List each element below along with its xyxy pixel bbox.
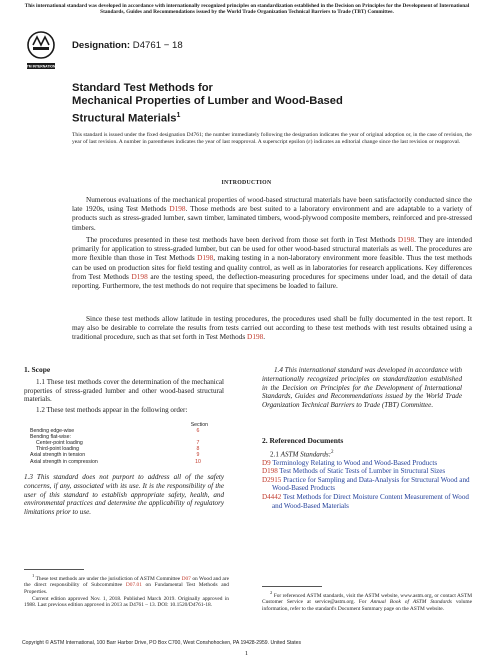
ref-sub-number: 2.1 [270,449,281,458]
scope-1-2: 1.2 These test methods appear in the following order: [36,406,188,415]
footnote-1-text-a: These test methods are under the jurisdiction of ASTM Committee [34,575,182,582]
footnote-2-text-b: volume information, refer to the standard's Document Summary page on the ASTM website. [262,599,472,612]
ref-link-d198[interactable]: D198 [169,204,186,214]
astm-logo [24,30,58,74]
reference-code[interactable]: D9 [262,458,271,467]
reference-list [262,459,472,511]
table-row-label: Center-point loading [36,440,83,447]
ref-sub-title: ASTM Standards: [280,449,332,458]
footnote-2-book-title: Annual Book of ASTM Standards [370,599,452,606]
intro-paragraph-3 [72,314,472,342]
reference-code[interactable]: D198 [262,467,278,476]
section-table [30,422,210,465]
table-rows [30,428,210,465]
intro-p3-text-b: . [263,332,266,342]
copyright-line: Copyright © ASTM International, 100 Barr Harbor Drive, PO Box C700, West Conshohocken, PA 19428-2959. United States [22,640,302,646]
designation [72,40,183,51]
table-row-label: Axial strength in tension [30,452,86,459]
footnote-1-edition: Current edition approved Nov. 1, 2018. Published March 2019. Originally approved in 1988. Last previous edition approved in 2013 as D4761 – 13. DOI: 10.1520/D4761-18. [24,595,229,609]
reference-item [262,493,472,510]
footnote-1-jurisdiction [24,573,229,596]
intro-paragraph-2 [72,235,472,290]
logo-wordmark: ASTM INTERNATIONAL [22,64,60,69]
astm-standards-label [262,449,472,459]
footnote-rule-right [262,586,322,587]
table-row-section[interactable]: 6 [196,428,200,435]
intro-p2-text-c: , making testing in a non-laboratory environment more feasible. Thus the test methods can be used on production sites for field testing and quality control, as well as in laboratories for research applications. Key differences from Test Methods [72,253,472,281]
references-heading: 2. Referenced Documents [262,436,344,445]
reference-code[interactable]: D4442 [262,492,282,501]
footnote-1-text-b: on Wood and are the direct responsibility of Subcommittee [24,575,229,589]
reference-item [262,476,472,493]
table-row-label: Bending flat-wise: [30,434,71,441]
reference-title-link[interactable]: Practice for Sampling and Data-Analysis for Structural Wood and Wood-Based Products [272,475,470,493]
footnote-1-mark: 1 [32,573,35,578]
footnote-1 [24,573,229,609]
footnote-2-text-a: For referenced ASTM standards, visit the ASTM website, www.astm.org, or contact ASTM Customer Service at service@astm.org. For [262,592,472,606]
ref-link-d198[interactable]: D198 [397,235,415,244]
reference-item [262,467,472,476]
tbt-notice: This international standard was developed in accordance with internationally recognized principles on standardization established in the Decision on Principles for the Development of International Standards, Guides and Recommendations issued by the World Trade Organization Technical Barriers to Trade (TBT) Committee. [24,3,470,16]
table-header-section: Section [190,422,208,428]
designation-number: D4761 − 18 [132,40,183,51]
footnote-rule [24,569,84,570]
title-line-3: Structural Materials [72,112,177,125]
referenced-documents [262,437,472,510]
reference-title-link[interactable]: Test Methods for Direct Moisture Content Measurement of Wood and Wood-Based Materials [272,492,469,510]
designation-label: Designation: [72,40,131,51]
intro-p2-text-b: . They are intended primarily for application to stress-graded lumber, but can be used for other wood-based structural materials as well. The procedures are more flexible than those in Test Methods [72,235,472,263]
scope-heading: 1. Scope [24,365,51,374]
intro-p1-text-b: . Those methods are best suited to a laboratory environment and are adaptable to a variety of products such as stress-graded lumber, sawn timber, laminated timbers, wood-plywood composite members, reinforced and pre-stressed timbers. [72,204,472,232]
issued-note: This standard is issued under the fixed designation D4761; the number immediately following the designation indicates the year of original adoption or, in the case of revision, the year of last revision. A number in parentheses indicates the year of last reapproval. A superscript epsilon (ε) indicates an editorial change since the last revision or reapproval. [72,132,472,145]
scope-1-1: 1.1 These test methods cover the determination of the mechanical properties of stress-graded lumber and other wood-based structural materials. [24,377,224,404]
intro-p2-text-a: The procedures presented in these test methods have been derived from those set forth in Test Methods [86,235,398,244]
reference-title-link[interactable]: Terminology Relating to Wood and Wood-Based Products [272,458,438,467]
table-row-section[interactable]: 8 [196,446,200,453]
intro-p3-text-a: Since these test methods allow latitude in testing procedures, the procedures used shall be fully documented in the test report. It may also be desirable to correlate the results from tests carried out according to these test methods with test results obtained using a traditional procedure, such as that set forth in Test Methods [72,314,472,342]
table-row [30,459,210,465]
intro-paragraph-1 [72,195,472,232]
subcommittee-link[interactable]: D07.01 [125,582,142,589]
table-row-section[interactable]: 10 [195,458,201,465]
footnote-2 [262,590,472,613]
scope-1-4: 1.4 This international standard was developed in accordance with internationally recognized principles on standardization established in the Decision on Principles for the Development of International Standards, Guides and Recommendations issued by the World Trade Organization Technical Barriers to Trade (TBT) Committee. [262,366,462,410]
intro-p1-text-a: Numerous evaluations of the mechanical properties of wood-based structural materials have been satisfactorily conducted since the late 1920s, using Test Methods [72,195,472,214]
page-number: 1 [244,650,249,657]
table-row-section[interactable]: 7 [196,440,200,447]
title-line-3-wrap [72,109,432,126]
reference-title-link[interactable]: Test Methods of Static Tests of Lumber in Structural Sizes [279,467,446,476]
page-title [72,82,432,126]
scope-1-3: 1.3 This standard does not purport to address all of the safety concerns, if any, associated with its use. It is the responsibility of the user of this standard to establish appropriate safety, health, and environmental practices and determine the applicability of regulatory limitations prior to use. [24,473,224,517]
footnote-1-text-c: on Fundamental Test Methods and Properties. [24,582,229,595]
table-row-label: Third-point loading [36,446,79,453]
title-footnote-mark: 1 [176,111,181,119]
introduction-heading: INTRODUCTION [221,180,272,186]
table-row-label: Axial strength in compression [30,458,98,465]
scope-section [24,366,224,415]
ref-link-d198[interactable]: D198 [247,332,264,342]
ref-link-d198[interactable]: D198 [131,271,148,281]
table-row-label: Bending edge-wise [30,428,75,435]
footnote-2-mark: 2 [270,590,273,595]
ref-footnote-mark: 2 [331,449,334,455]
reference-code[interactable]: D2915 [262,475,282,484]
table-row-section[interactable]: 9 [196,452,200,459]
ref-link-d198[interactable]: D198 [197,253,214,263]
reference-item [262,459,472,468]
title-line-2: Mechanical Properties of Lumber and Wood-Based [72,95,343,108]
committee-link[interactable]: D07 [181,575,191,582]
title-line-1: Standard Test Methods for [72,82,213,94]
intro-p2-text-d: are the testing speed, the deflection-measuring procedures for specimens under load, and the detail of data reporting. Furthermore, the test methods do not require that specimens be loaded to failure. [72,271,472,291]
